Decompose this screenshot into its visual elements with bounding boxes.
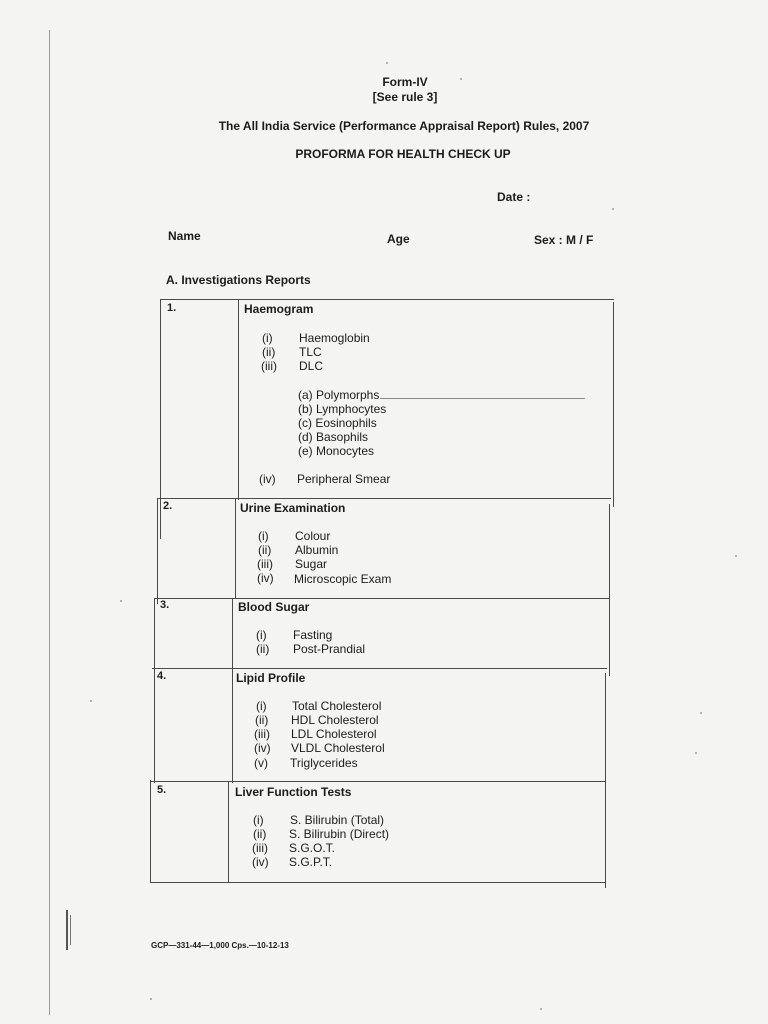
item-label: S.G.P.T. [289,855,333,869]
item-roman: (iii) [261,359,277,373]
item-roman: (i) [262,331,273,345]
item-label: TLC [299,345,322,359]
section-number: 4. [157,670,167,682]
item-label: S.G.O.T. [289,841,336,855]
item-label: S. Bilirubin (Total) [290,813,385,827]
table-left-border [150,780,151,883]
scan-speck [120,600,122,602]
item-label: Fasting [293,628,333,642]
table-top-border [160,299,614,300]
item-label: VLDL Cholesterol [291,741,385,755]
print-code: GCP—331-44—1,000 Cps.—10-12-13 [151,941,289,950]
item-roman: (ii) [253,827,267,841]
item-label: Microscopic Exam [294,572,392,586]
item-roman: (v) [254,756,268,770]
name-label: Name [168,229,201,243]
item-label: Peripheral Smear [297,472,391,486]
scan-speck [90,700,92,702]
item-roman: (iv) [257,571,274,585]
rule-reference: [See rule 3] [372,90,438,104]
section-title-urine: Urine Examination [240,501,346,515]
item-roman: (i) [256,699,267,713]
item-label: HDL Cholesterol [291,713,379,727]
table-column-divider [238,300,239,500]
item-label: Albumin [295,543,339,557]
table-right-border [609,504,610,676]
proforma-title: PROFORMA FOR HEALTH CHECK UP [295,147,511,161]
row-divider [150,781,606,782]
scan-speck [695,752,697,754]
item-label: (b) Lymphocytes [298,402,387,416]
scan-speck [612,208,614,210]
table-column-divider [235,499,236,599]
row-divider [157,498,611,499]
item-label: Total Cholesterol [292,699,382,713]
section-title-haemogram: Haemogram [244,302,314,316]
scan-speck [150,998,152,1000]
form-number: Form-IV [382,75,428,89]
sex-label: Sex : M / F [534,233,594,247]
table-left-border [154,598,155,783]
item-label: Sugar [295,557,328,571]
item-roman: (iii) [252,841,268,855]
binding-mark [70,915,71,945]
item-roman: (iv) [252,855,269,869]
item-roman: (i) [256,628,267,642]
section-number: 2. [163,500,173,512]
scan-speck [386,62,388,64]
scan-speck [735,555,737,557]
item-label: Triglycerides [290,756,358,770]
item-roman: (i) [258,529,269,543]
item-roman: (ii) [258,543,272,557]
table-right-border [613,302,614,507]
item-roman: (iii) [257,557,273,571]
item-label: (a) Polymorphs [298,388,380,402]
item-label: S. Bilirubin (Direct) [289,827,390,841]
item-roman: (ii) [256,642,270,656]
scan-speck [460,78,462,80]
age-label: Age [387,232,410,246]
item-roman: (iii) [254,727,270,741]
table-bottom-border [150,882,605,883]
section-title-blood-sugar: Blood Sugar [238,600,310,614]
item-label: Post-Prandial [293,642,366,656]
item-roman: (ii) [262,345,276,359]
item-label: LDL Cholesterol [291,727,377,741]
table-column-divider [228,781,229,883]
item-roman: (i) [253,813,264,827]
table-left-border [160,299,161,539]
table-column-divider [232,598,233,783]
item-roman: (iv) [254,741,271,755]
rules-title: The All India Service (Performance Appraisal Report) Rules, 2007 [218,119,590,133]
section-a-title: A. Investigations Reports [166,273,311,287]
row-divider [152,668,607,669]
binding-mark [66,910,68,950]
item-roman: (iv) [259,472,276,486]
scan-speck [540,1008,542,1010]
item-label: (d) Basophils [298,430,369,444]
section-number: 3. [160,599,170,611]
item-label: Colour [295,529,331,543]
row-divider [154,598,610,599]
section-number: 5. [157,784,167,796]
section-number: 1. [167,302,177,314]
item-label: (e) Monocytes [298,444,375,458]
item-label: DLC [299,359,324,373]
section-title-liver-function: Liver Function Tests [235,785,352,799]
item-roman: (ii) [255,713,269,727]
item-label: Haemoglobin [299,331,370,345]
section-title-lipid-profile: Lipid Profile [236,671,306,685]
scan-artifact-line [380,398,585,399]
date-label: Date : [497,190,531,204]
item-label: (c) Eosinophils [298,416,377,430]
table-left-border [157,498,158,604]
scan-speck [700,712,702,714]
